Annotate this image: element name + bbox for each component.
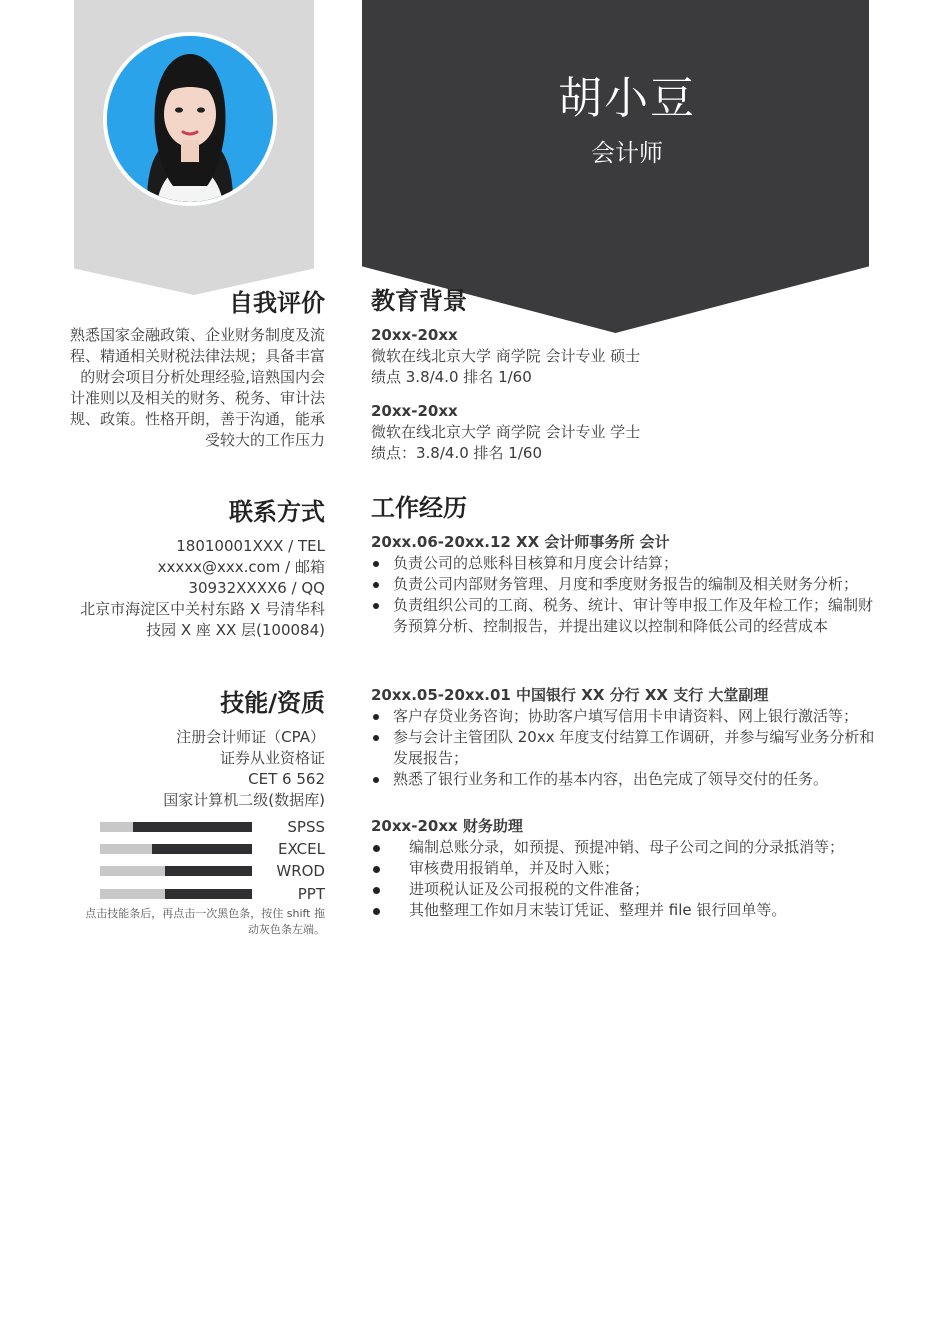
job-entry [371,685,881,790]
education-score: 绩点：3.8/4.0 排名 1/60 [371,444,542,462]
skill-bar[interactable] [100,866,252,876]
job-duty: 审核费用报销单，并及时入账； [371,858,881,879]
contact-address: 技园 X 座 XX 层(100084) [146,621,325,639]
skill-bar-hint [55,906,325,938]
skill-name: EXCEL [278,840,325,858]
cert-list [163,727,325,811]
skill-row-spss [100,816,325,838]
skills-title: 技能/资质 [220,689,325,717]
avatar [103,32,277,206]
self-eval-line: 计准则以及相关的财务、税务、审计法 [69,389,325,407]
self-eval-line: 熟悉国家金融政策、企业财务制度及流 [69,326,325,344]
job-duty: 编制总账分录，如预提、预提冲销、母子公司之间的分录抵消等； [371,837,881,858]
job-heading: 20xx.05-20xx.01 中国银行 XX 分行 XX 支行 大堂副理 [371,686,769,704]
skill-row-excel [100,838,325,860]
skill-bar[interactable] [100,889,252,899]
hint-line: 点击技能条后，再点击一次黑色条，按住 shift 拖 [85,907,325,920]
contact-phone: 18010001XXX / TEL [176,537,325,555]
skill-name: WROD [276,862,325,880]
self-eval-line: 规、政策。性格开朗，善于沟通，能承 [69,410,325,428]
self-eval-line: 受较大的工作压力 [204,431,325,449]
job-duty: 客户存贷业务咨询；协助客户填写信用卡申请资料、网上银行激活等； [371,706,881,727]
job-duty: 其他整理工作如月末装订凭证、整理并 file 银行回单等。 [371,900,881,921]
education-period: 20xx-20xx [371,326,458,344]
education-detail: 微软在线北京大学 商学院 会计专业 学士 [371,423,641,441]
cert-item: 证券从业资格证 [219,749,325,767]
contact-qq: 30932XXXX6 / QQ [188,579,325,597]
self-eval-text [70,325,325,451]
skill-name: SPSS [287,818,325,836]
job-duty: 参与会计主管团队 20xx 年度支付结算工作调研，并参与编写业务分析和发展报告； [371,727,881,769]
skill-bar[interactable] [100,844,252,854]
contact-info [80,536,325,641]
education-score: 绩点 3.8/4.0 排名 1/60 [371,368,532,386]
work-title: 工作经历 [371,494,467,522]
portrait-illustration [107,36,273,202]
skill-level-fill[interactable] [152,844,252,854]
education-period: 20xx-20xx [371,402,458,420]
skill-level-fill[interactable] [165,866,252,876]
job-heading: 20xx-20xx 财务助理 [371,817,523,835]
contact-email: xxxxx@xxx.com / 邮箱 [157,558,325,576]
cert-item: 国家计算机二级(数据库) [163,791,325,809]
skill-name: PPT [297,885,325,903]
job-duty: 负责组织公司的工商、税务、统计、审计等申报工作及年检工作；编制财务预算分析、控制报告，并提出建议以控制和降低公司的经营成本 [371,595,881,637]
contact-title: 联系方式 [229,498,325,526]
skill-row-wrod [100,860,325,882]
hint-line: 动灰色条左端。 [248,923,325,936]
job-duty: 进项税认证及公司报税的文件准备； [371,879,881,900]
cert-item: CET 6 562 [248,770,325,788]
contact-address: 北京市海淀区中关村东路 X 号清华科 [80,600,325,618]
skill-bar[interactable] [100,822,252,832]
job-entry [371,816,881,921]
job-duty: 负责公司的总账科目核算和月度会计结算； [371,553,881,574]
job-duty: 熟悉了银行业务和工作的基本内容，出色完成了领导交付的任务。 [371,769,881,790]
job-title: 会计师 [591,139,663,167]
self-eval-line: 程、精通相关财税法律法规；具备丰富 [69,347,325,365]
skill-level-fill[interactable] [165,889,252,899]
candidate-name: 胡小豆 [558,73,696,124]
profile-photo [107,36,273,202]
education-entry [371,401,881,464]
education-detail: 微软在线北京大学 商学院 会计专业 硕士 [371,347,641,365]
skill-level-fill[interactable] [133,822,252,832]
skill-row-ppt [100,883,325,905]
cert-item: 注册会计师证（CPA） [176,728,325,746]
self-eval-title: 自我评价 [229,289,325,317]
job-duty: 负责公司内部财务管理、月度和季度财务报告的编制及相关财务分析； [371,574,881,595]
job-entry [371,532,881,637]
job-heading: 20xx.06-20xx.12 XX 会计师事务所 会计 [371,533,670,551]
education-entry [371,325,881,388]
education-title: 教育背景 [371,287,467,315]
self-eval-line: 的财会项目分析处理经验,谙熟国内会 [80,368,325,386]
